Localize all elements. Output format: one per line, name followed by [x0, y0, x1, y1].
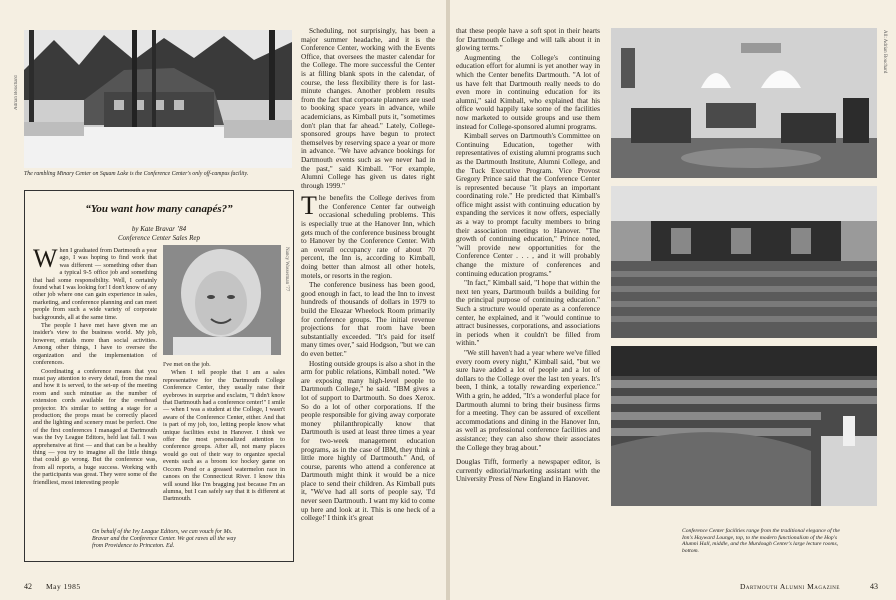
article-paragraph: The benefits the College derives from the Conference Center far outweigh occasional scheduling problems. This is especially true at the Hanover Inn, which gets much of the conference business brought to Hanover by the Conference Center. With an overall occupancy rate of about 70 percent, the Inn is, according to Kimball, doing better than almost all other hotels, motels, or resorts in the region.: [301, 191, 435, 280]
byline-author: by Kate Bravar ’84: [131, 225, 187, 233]
sidebar-paragraph: I've met on the job.: [163, 361, 211, 368]
article-paragraph: Augmenting the College's continuing education effort for alumni is yet another way in which the Center benefits Dartmouth. "A lot of us have felt that Dartmouth really needs to do even more in continuing education for its alumni," said Kimball, who explained that his office would happily take some of the facilities now marketed to outside groups and use them instead for College-sponsored alumni programs.: [456, 52, 600, 131]
page-number-left: 42: [24, 582, 32, 591]
photos-caption: Conference Center facilities range from the traditional elegance of the Inn's Hayward Lounge, top, to the modern functionalism of the Hop's Alumni Hall, middle, and the Murdough Center's large lecture rooms, bottom.: [682, 528, 840, 554]
photo-caption: The rambling Minary Center on Squam Lake is the Conference Center's only off-campus facility.: [24, 171, 249, 177]
article-paragraph: Hosting outside groups is also a shot in the arm for public relations, Kimball noted. "We are exposing many high-level people to Dartmouth College," he said. "IBM gives a lot of support to Dartmouth. So does Xerox. So do a lot of other corporations. If the people responsible for giving away corporate money philanthropically know that Dartmouth is used at least three times a year for two-week management education programs, as in the case of IBM, they think a little more highly of Dartmouth." And, of course, parents who attend a conference at Dartmouth might think it would be a nice place to send their children. As Kimball puts it, "We've had all sorts of people say, 'I'd never seen Dartmouth. I want my kid to come up here and look at it. This is one heck of a college!' I think it's great: [301, 358, 435, 523]
article-paragraph: Scheduling, not surprisingly, has been a major summer headache, and it is the Conference Center, working with the Events Office, that oversees the master calendar for the College. The more successful the Center is at filling blank spots in the calendar, of course, the less flexibility there is for last-minute changes. Another problem results from the fact that corporate planners are used to booking space years in advance, while academicians, as Kimball puts it, "sometimes don't plan that far ahead." Lately, College-sponsored groups have begun to protect themselves by reserving space a year or more in advance. "We have advance bookings for Dartmouth events such as we never had in the past," said Kimball. "For example, Alumni College has given us dates right through 1999.": [301, 26, 435, 190]
left-page: [0, 0, 446, 600]
article-column-left-page: [301, 27, 435, 524]
article-paragraph: Kimball serves on Dartmouth's Committee on Continuing Education, together with representatives of existing alumni programs such as the Dartmouth Institute, Alumni College, and the Tuck Executive Program. Vice Provost Gregory Prince said that the Conference Center is represented because "it plays an important coordinating role." He predicted that Kimball's office might assist with continuing education by expanding the services it now offers, especially as a way to prompt faculty members to bring their association meetings to Hanover. "The growth of continuing education," Prince noted, "will provide new opportunities for the Conference Center . . . , and it will probably change the mixture of conferences and continuing education programs.": [456, 131, 600, 278]
sidebar-box: [24, 190, 294, 562]
editor-note: On behalf of the Ivy League Editors, we can vouch for Ms. Bravar and the Conference Center. We got raves all the way from Providence to Princeton. Ed.: [92, 529, 237, 549]
article-column-right-page: [456, 27, 600, 485]
minary-center-image: [24, 30, 292, 168]
hayward-lounge-photo: [611, 28, 877, 178]
author-bio: Douglas Tifft, formerly a newspaper editor, is currently editorial/marketing assistant with the University Press of New England in Hanover.: [456, 457, 600, 484]
alumni-hall-photo: [611, 186, 877, 338]
drop-cap: T: [301, 191, 317, 221]
article-paragraph: "In fact," Kimball said, "I hope that within the next ten years, Dartmouth builds a building for the principal purpose of continuing education." Such a structure would operate as a conference center, he explained, and it "would continue to attract businesses, corporations, and associations in periods when it couldn't be filled from within.": [456, 278, 600, 348]
portrait-image: [163, 245, 281, 355]
hayward-lounge-image: [611, 28, 877, 178]
minary-center-photo: [24, 30, 292, 168]
issue-date: May 1985: [46, 582, 81, 591]
sidebar-paragraph: The people I have met have given me an insider's view to the business world. My job, however, entails more than social activities. Among other things, I have to oversee the organization and the implementation of conferences.: [33, 322, 157, 367]
article-paragraph: that these people have a soft spot in their hearts for Dartmouth College and will talk about it in glowing terms.": [456, 26, 600, 53]
page-number-right: 43: [870, 582, 878, 591]
alumni-hall-image: [611, 186, 877, 338]
photo-credit: Adrian Bouchard: [14, 75, 19, 110]
photo-credit-right: All: Adrian Bouchard: [882, 30, 887, 74]
right-page: [450, 0, 896, 600]
sidebar-paragraph: Coordinating a conference means that you must pay attention to every detail, from the meal and how it is served, to the set-up of the meeting room and such minutiae as the number of extension cords available for the overhead projector. It's similar to setting a stage for a production; the props must be correctly placed and the lighting and scenery must be perfect. One of the first conferences I managed at Dartmouth was the Ivy League Editors, held last fall. I was apprehensive at first — and that can be a healthy thing — you try to imagine all the little things that could go wrong. But the conference was, from all reports, a huge success. Working with the participants was great. They were some of the friendliest, most interesting people: [33, 367, 157, 486]
magazine-title: Dartmouth Alumni Magazine: [740, 582, 840, 591]
sidebar-column-1: [33, 244, 157, 487]
murdough-lecture-photo: [611, 346, 877, 506]
sidebar-paragraph: When I tell people that I am a sales representative for the Dartmouth College Conference Center, they usually raise their eyebrows in surprise and exclaim, "I didn't know that Dartmouth had a conference center!" I smile — when I was a student at the College, I wasn't aware of the Conference Center, either. And that is part of my job, too, letting people know what unique facilities exist in Hanover. I think we offer the most personalized attention to conference groups. After all, not many places would go out of their way to organize special events such as a broom ice hockey game on Occom Pond or a greased watermelon race in canoes on the Connecticut River. I know this will sound like I'm bragging just because I'm an alumna, but I can safely say that it is different at Dartmouth.: [163, 369, 285, 503]
sidebar-title: “You want how many canapés?”: [85, 203, 233, 215]
article-paragraph: "We still haven't had a year where we've filled every room every night," Kimball said, "but we sure have added a lot of people and a lot of dollars to the College over the last ten years. It's been, I think, a totally rewarding experience." With a grin, he added, "It's a wonderful place for Dartmouth alumni to bring their business firms for a meeting. They can be assured of excellent accommodations and dining in the Hanover Inn, as well as professional conference facilities and assistance; they can also show their associates the College they brag about.": [456, 347, 600, 452]
portrait-credit: Nancy Wasserman '77: [284, 247, 289, 292]
sidebar-byline: [25, 225, 293, 242]
drop-cap: W: [33, 244, 58, 273]
sidebar-column-2: [163, 361, 285, 504]
sidebar-paragraph: When I graduated from Dartmouth a year ago, I was hoping to find work that was different — something other than a typical 9-5 office job and something that had some responsibility. Well, I certainly found what I was looking for! I don't know of any other job where one can gain experience in sales, marketing, and conference planning and can meet people from such a wide variety of corporate backgrounds, all at the same time.: [33, 244, 157, 321]
byline-role: Conference Center Sales Rep: [118, 233, 200, 242]
portrait-photo: [163, 245, 281, 355]
article-paragraph: The conference business has been good, good enough in fact, to lead the Inn to invest hundreds of thousands of dollars in 1979 to build the Eleazar Wheelock Room primarily for conference groups. The initial revenue projections for that room have been substantially exceeded. "It's paid for itself many times over," said Hodgson, "but we can do even better.": [301, 280, 435, 358]
murdough-lecture-image: [611, 346, 877, 506]
